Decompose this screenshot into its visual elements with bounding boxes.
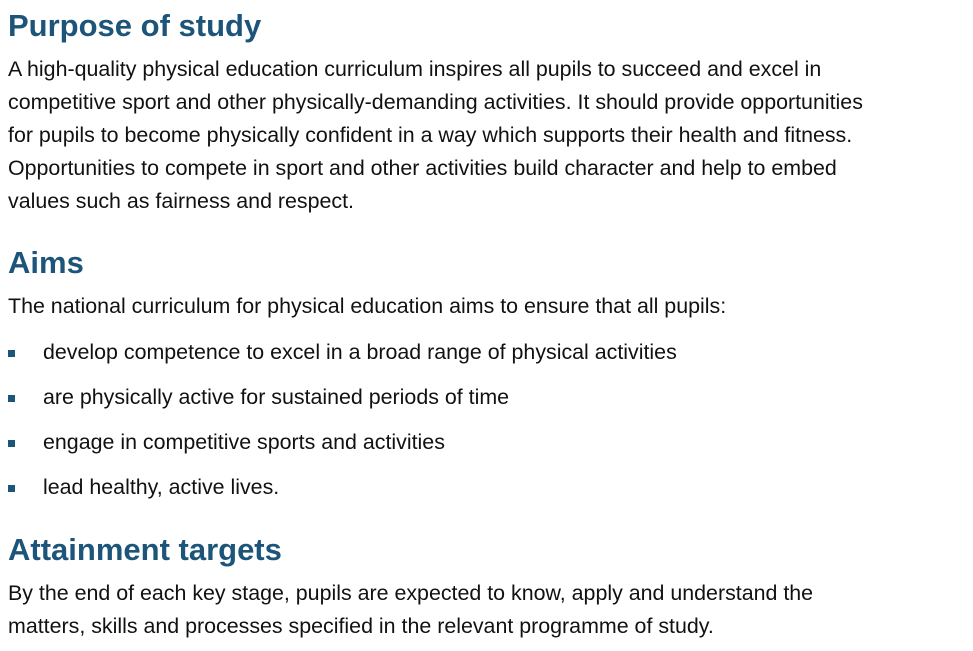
text-line: By the end of each key stage, pupils are expected to know, apply and understand the — [8, 581, 814, 605]
square-bullet-icon — [8, 350, 15, 357]
square-bullet-icon — [8, 395, 15, 402]
list-item-text: are physically active for sustained periods of time — [43, 385, 510, 409]
text-line: matters, skills and processes specified in the relevant programme of study. — [8, 614, 714, 638]
text-line: A high-quality physical education curriculum inspires all pupils to succeed and excel in — [8, 57, 822, 81]
list-item-text: lead healthy, active lives. — [43, 475, 280, 499]
list-item-text: engage in competitive sports and activities — [43, 430, 445, 454]
square-bullet-icon — [8, 485, 15, 492]
heading-aims: Aims — [8, 245, 84, 280]
paragraph-aims-intro: The national curriculum for physical education aims to ensure that all pupils: — [8, 294, 727, 318]
heading-attainment-targets: Attainment targets — [8, 532, 282, 567]
text-line: competitive sport and other physically-demanding activities. It should provide opportunities — [8, 90, 863, 114]
text-line: values such as fairness and respect. — [8, 189, 354, 213]
text-line: for pupils to become physically confident in a way which supports their health and fitness. — [8, 123, 853, 147]
heading-purpose-of-study: Purpose of study — [8, 8, 262, 43]
text-line: Opportunities to compete in sport and other activities build character and help to embed — [8, 156, 837, 180]
square-bullet-icon — [8, 440, 15, 447]
paragraph-purpose-of-study — [8, 53, 970, 218]
list-item-text: develop competence to excel in a broad range of physical activities — [43, 340, 677, 364]
paragraph-attainment-targets — [8, 577, 970, 643]
